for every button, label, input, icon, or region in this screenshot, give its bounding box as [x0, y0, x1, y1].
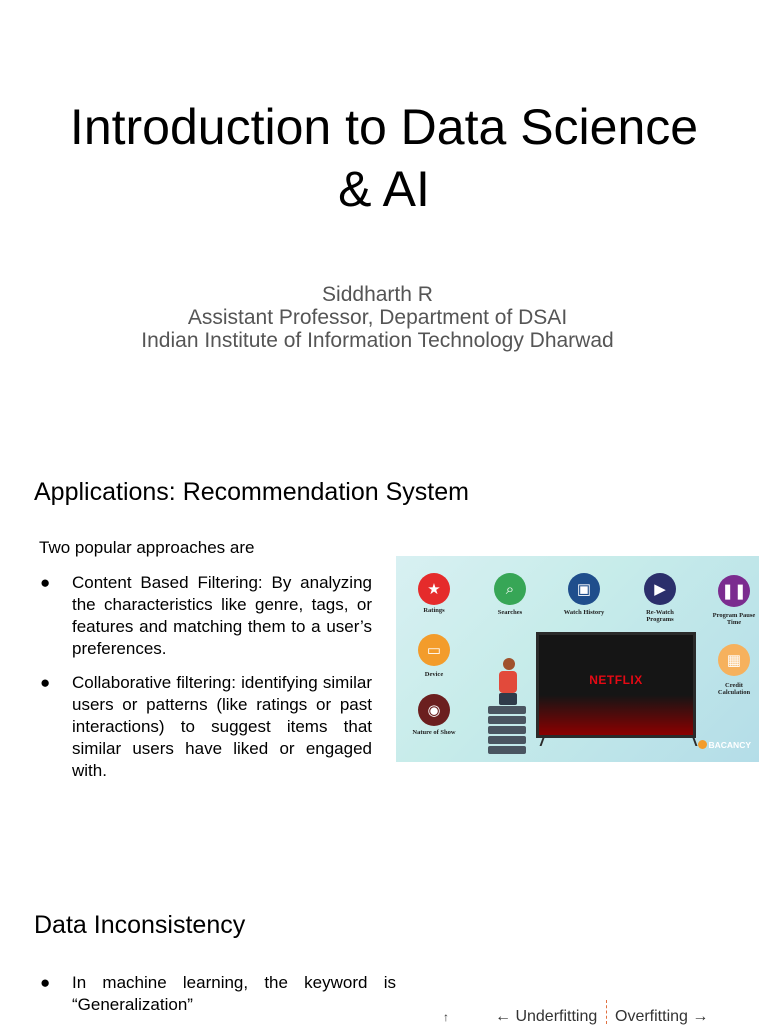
- slide3-title: Data Inconsistency: [34, 911, 246, 939]
- play-icon: ▶: [644, 573, 676, 605]
- credit-label: Credit Calculation: [717, 682, 751, 696]
- recommendation-illustration: [396, 556, 759, 762]
- tv-leg-left: [540, 738, 555, 746]
- list-item: [40, 672, 372, 782]
- bullet-icon: ●: [40, 973, 51, 992]
- eye-icon: ◉: [418, 694, 450, 726]
- pause-time-label: Program Pause Time: [712, 612, 756, 626]
- slide2-intro: Two popular approaches are: [39, 538, 255, 557]
- brand-icon: [698, 740, 707, 749]
- device-icon: ▭: [418, 634, 450, 666]
- author-name: Siddharth R: [322, 283, 433, 306]
- title-line-1: Introduction to Data Science: [69, 99, 699, 155]
- monitor-user-icon: ▣: [568, 573, 600, 605]
- tv-leg-right: [683, 738, 698, 746]
- author-block: [0, 283, 755, 352]
- bullet-icon: ●: [40, 573, 51, 592]
- bullet-text: Content Based Filtering: By analyzing the characteristics like genre, tags, or features and matching them to a user’s preferences.: [72, 573, 372, 658]
- watch-history-label: Watch History: [563, 609, 605, 616]
- title-line-2: & AI: [338, 161, 430, 217]
- rewatch-label: Re-Watch Programs: [646, 609, 674, 623]
- author-institute: Indian Institute of Information Technology Dharwad: [141, 329, 614, 352]
- tv-glow: [539, 695, 693, 735]
- bullet-text: Collaborative filtering: identifying similar users or patterns (like ratings or past interactions) to suggest items that similar users have liked or engaged with.: [72, 673, 372, 780]
- tv-screen: [536, 632, 696, 738]
- star-icon: ★: [418, 573, 450, 605]
- underfitting-label: ← Underfitting: [495, 1008, 598, 1025]
- slide1-title: [0, 96, 768, 220]
- calculator-icon: ▦: [718, 644, 750, 676]
- bullet-icon: ●: [40, 673, 51, 692]
- search-icon: ⌕: [494, 573, 526, 605]
- slide3-bullet-list: [40, 972, 396, 1016]
- brand-logo: [698, 740, 752, 750]
- device-label: Device: [424, 671, 444, 678]
- disc-stack-icon: [488, 706, 526, 758]
- person-icon: [499, 658, 519, 706]
- netflix-logo: NETFLIX: [589, 673, 643, 687]
- axis-arrow-icon: ↑: [443, 1010, 449, 1024]
- slide2-bullet-list: [40, 572, 372, 794]
- author-position: Assistant Professor, Department of DSAI: [187, 306, 568, 329]
- fit-divider: [606, 1000, 607, 1024]
- slide2-title: Applications: Recommendation System: [34, 478, 469, 506]
- nature-label: Nature of Show: [412, 729, 456, 736]
- list-item: [40, 572, 372, 660]
- pause-icon: ❚❚: [718, 575, 750, 607]
- ratings-label: Ratings: [423, 607, 445, 614]
- list-item: [40, 972, 396, 1016]
- brand-text: BACANCY: [708, 740, 751, 750]
- overfitting-label: Overfitting →: [615, 1008, 709, 1025]
- bullet-text: In machine learning, the keyword is “Generalization”: [72, 973, 396, 1014]
- searches-label: Searches: [497, 609, 523, 616]
